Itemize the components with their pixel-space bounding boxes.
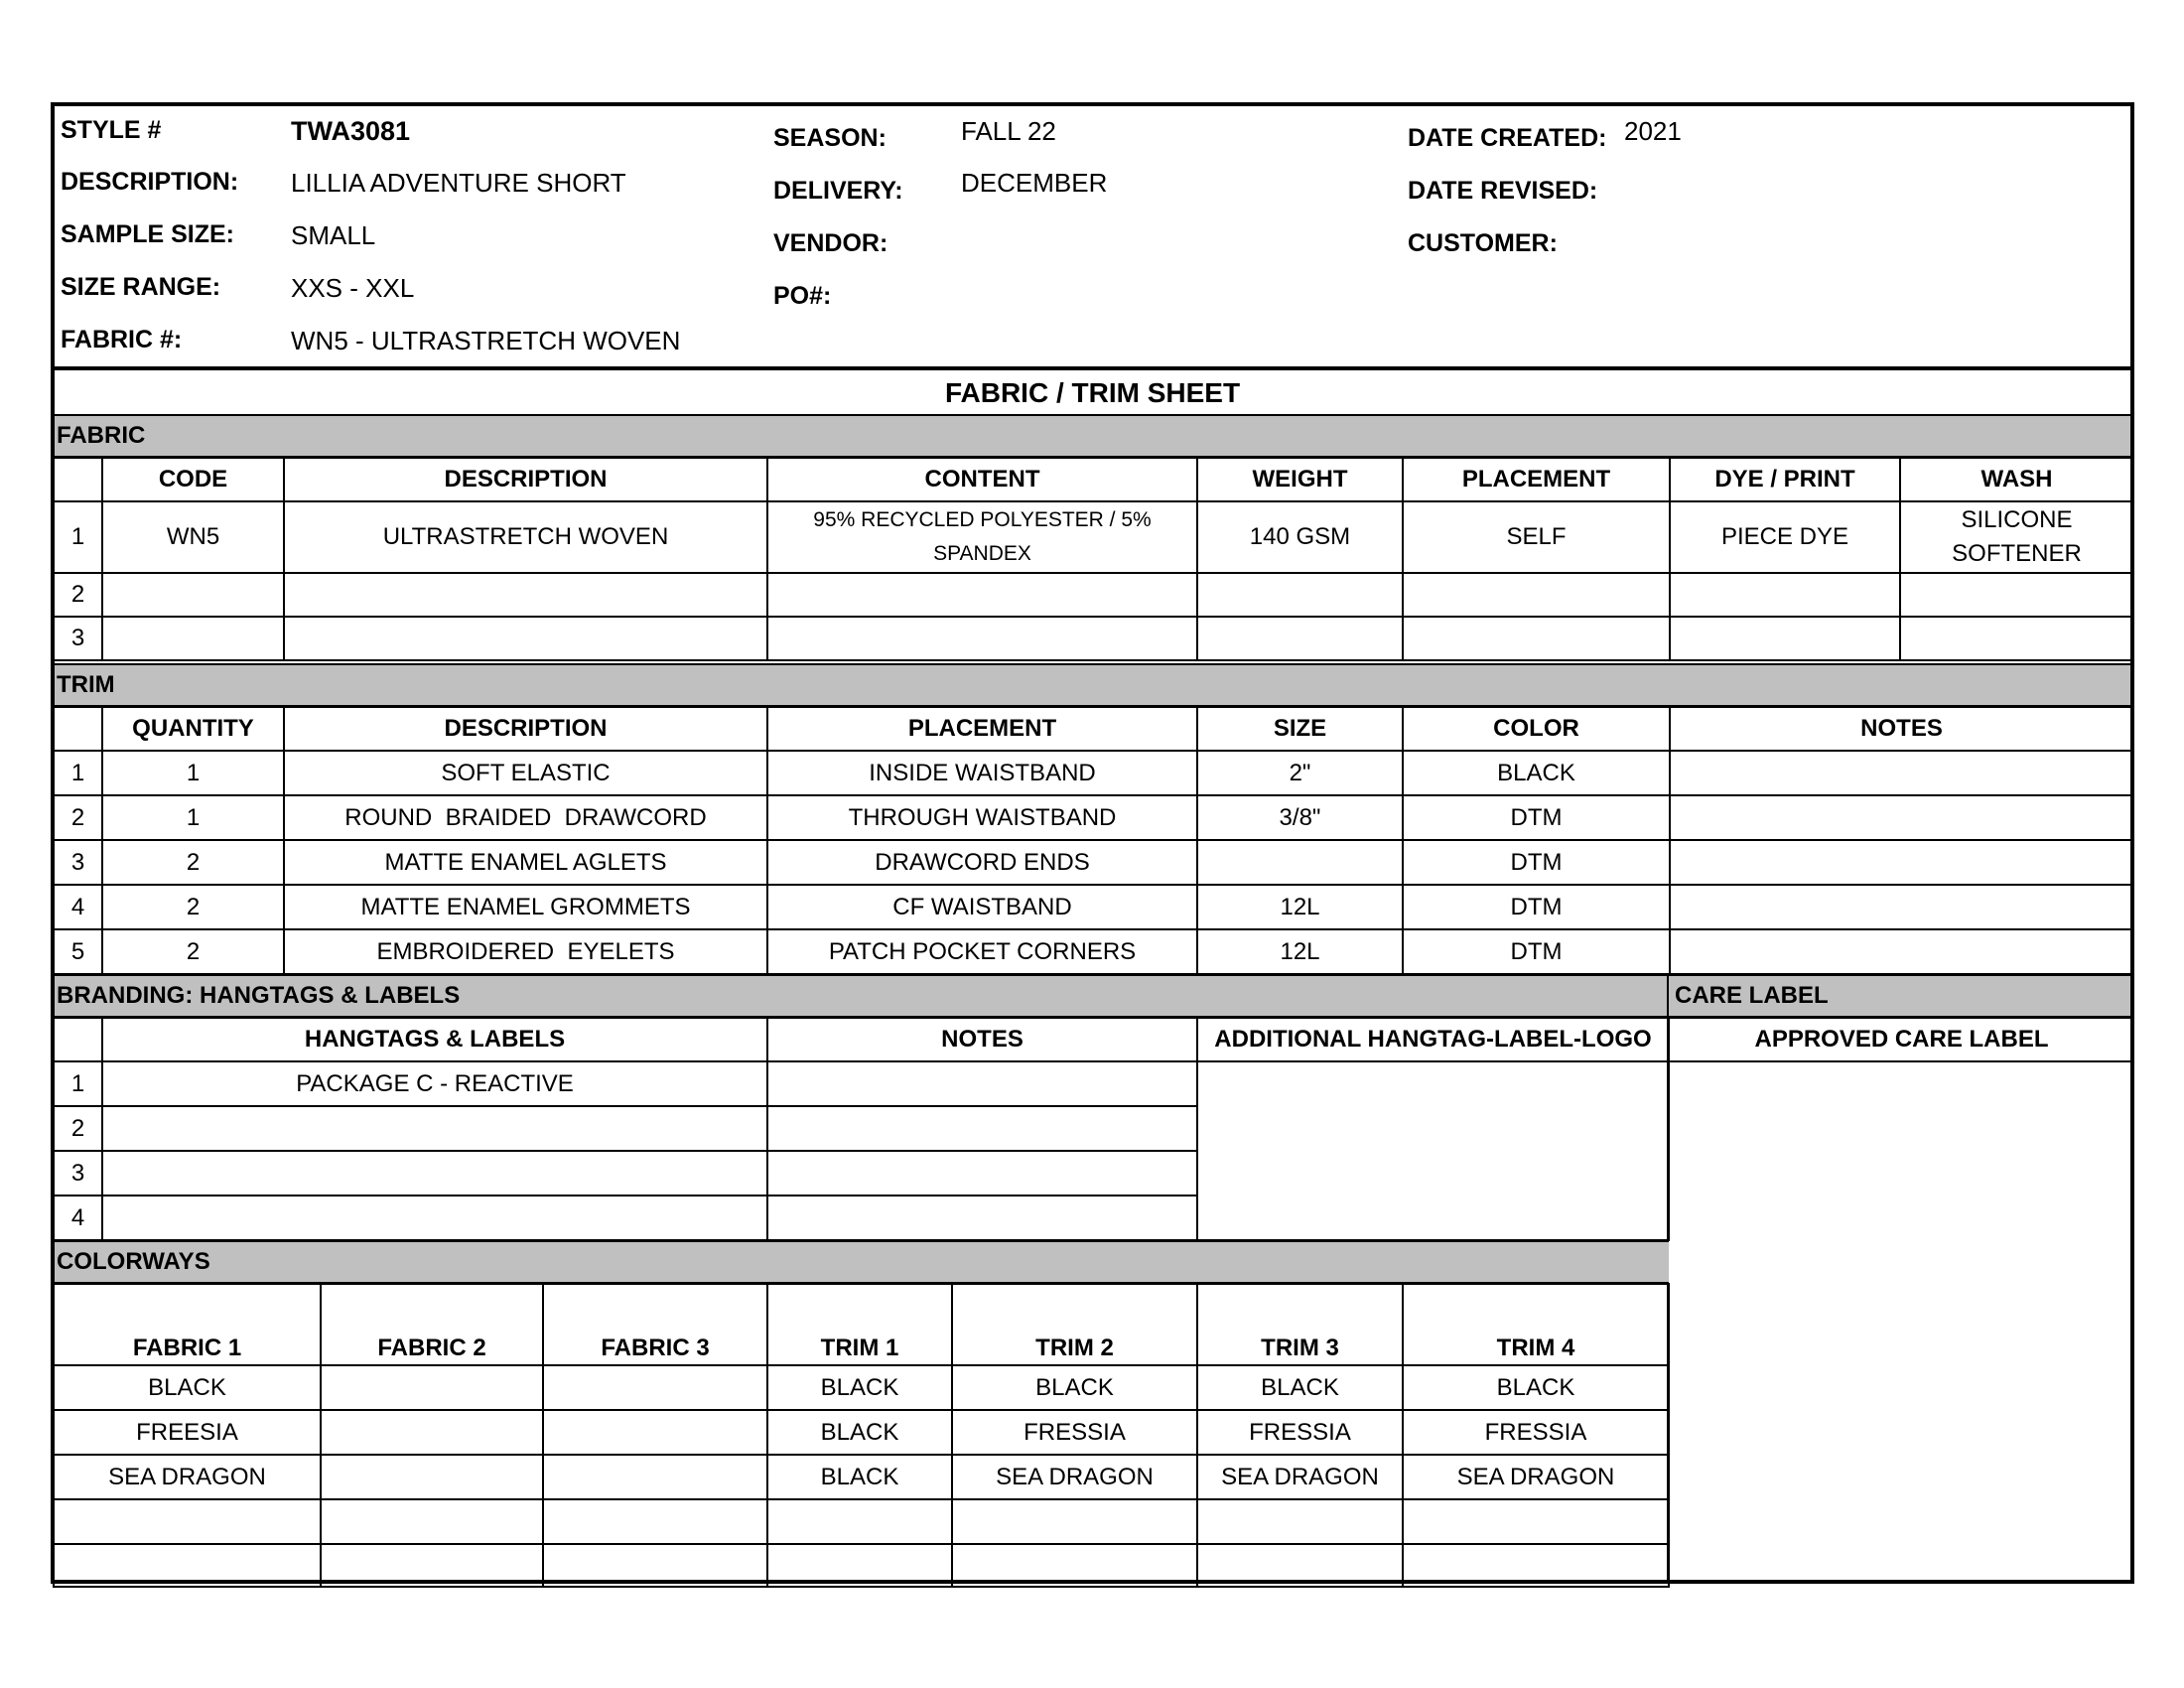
sample-size-value: SMALL (291, 220, 376, 250)
season-label: SEASON: (773, 124, 887, 152)
branding-col-notes: NOTES (767, 1018, 1197, 1061)
fabric-col-dye-print: DYE / PRINT (1670, 458, 1900, 501)
fabric-col-description: DESCRIPTION (284, 458, 767, 501)
trim-col-size: SIZE (1197, 707, 1403, 751)
trim-col-description: DESCRIPTION (284, 707, 767, 751)
colorway-cell: SEA DRAGON (1403, 1455, 1669, 1499)
colorway-cell: BLACK (767, 1365, 952, 1410)
row-number: 4 (54, 885, 102, 929)
row-number: 1 (54, 1061, 102, 1106)
fabric-col-placement: PLACEMENT (1403, 458, 1670, 501)
trim-qty: 1 (102, 751, 284, 795)
date-created-value: 2021 (1624, 116, 1682, 146)
approved-care-label-header: APPROVED CARE LABEL (1669, 1019, 2134, 1062)
season-value: FALL 22 (961, 116, 1056, 146)
fabric-dye: PIECE DYE (1670, 501, 1900, 573)
customer-label: CUSTOMER: (1408, 229, 1558, 257)
fabric-col-content: CONTENT (767, 458, 1197, 501)
style-label: STYLE # (61, 116, 162, 144)
branding-col-hangtags: HANGTAGS & LABELS (102, 1018, 767, 1061)
row-number: 5 (54, 929, 102, 974)
trim-description: ROUND BRAIDED DRAWCORD (284, 795, 767, 840)
trim-placement: DRAWCORD ENDS (767, 840, 1197, 885)
trim-description: MATTE ENAMEL GROMMETS (284, 885, 767, 929)
fabric-code: WN5 (102, 501, 284, 573)
row-number: 3 (54, 617, 102, 660)
colorway-cell: FRESSIA (952, 1410, 1197, 1455)
trim-qty: 1 (102, 795, 284, 840)
description-label: DESCRIPTION: (61, 168, 239, 196)
delivery-label: DELIVERY: (773, 177, 903, 205)
size-range-value: XXS - XXL (291, 273, 415, 303)
vendor-label: VENDOR: (773, 229, 888, 257)
trim-placement: CF WAISTBAND (767, 885, 1197, 929)
row-number: 3 (54, 840, 102, 885)
colorway-col-trim2: TRIM 2 (952, 1284, 1197, 1365)
sample-size-label: SAMPLE SIZE: (61, 220, 235, 248)
description-value: LILLIA ADVENTURE SHORT (291, 168, 626, 198)
row-number: 2 (54, 795, 102, 840)
colorway-cell: BLACK (767, 1410, 952, 1455)
colorway-cell: FRESSIA (1197, 1410, 1403, 1455)
colorway-col-fabric3: FABRIC 3 (543, 1284, 767, 1365)
sheet-title: FABRIC / TRIM SHEET (51, 366, 2134, 414)
colorways-section-header: COLORWAYS (51, 1240, 1669, 1284)
colorway-cell: SEA DRAGON (1197, 1455, 1403, 1499)
trim-placement: THROUGH WAISTBAND (767, 795, 1197, 840)
trim-size: 12L (1197, 929, 1403, 974)
trim-color: DTM (1403, 929, 1670, 974)
colorway-cell: FRESSIA (1403, 1410, 1669, 1455)
trim-col-placement: PLACEMENT (767, 707, 1197, 751)
fabric-content: 95% RECYCLED POLYESTER / 5% SPANDEX (767, 501, 1197, 573)
date-created-label: DATE CREATED: (1408, 124, 1607, 152)
fabric-wash: SILICONE SOFTENER (1900, 501, 2133, 573)
po-label: PO#: (773, 282, 832, 310)
row-number: 4 (54, 1196, 102, 1240)
colorway-cell: FREESIA (54, 1410, 321, 1455)
colorway-col-fabric2: FABRIC 2 (321, 1284, 543, 1365)
trim-size: 3/8" (1197, 795, 1403, 840)
branding-col-additional: ADDITIONAL HANGTAG-LABEL-LOGO (1197, 1018, 1669, 1061)
fabric-section-header: FABRIC (51, 414, 2134, 458)
fabric-number-value: WN5 - ULTRASTRETCH WOVEN (291, 326, 681, 355)
hangtag-value: PACKAGE C - REACTIVE (102, 1061, 767, 1106)
sheet-border (51, 102, 2134, 1584)
trim-qty: 2 (102, 885, 284, 929)
delivery-value: DECEMBER (961, 168, 1108, 198)
trim-placement: PATCH POCKET CORNERS (767, 929, 1197, 974)
fabric-description: ULTRASTRETCH WOVEN (284, 501, 767, 573)
trim-color: BLACK (1403, 751, 1670, 795)
trim-qty: 2 (102, 840, 284, 885)
trim-size: 2" (1197, 751, 1403, 795)
branding-section-header: BRANDING: HANGTAGS & LABELS (51, 974, 1667, 1018)
trim-size: 12L (1197, 885, 1403, 929)
trim-description: SOFT ELASTIC (284, 751, 767, 795)
row-number: 1 (54, 501, 102, 573)
trim-color: DTM (1403, 885, 1670, 929)
care-label-section-header: CARE LABEL (1667, 974, 2134, 1018)
trim-description: MATTE ENAMEL AGLETS (284, 840, 767, 885)
colorway-cell: BLACK (1197, 1365, 1403, 1410)
colorway-col-trim3: TRIM 3 (1197, 1284, 1403, 1365)
colorway-col-fabric1: FABRIC 1 (54, 1284, 321, 1365)
colorway-col-trim1: TRIM 1 (767, 1284, 952, 1365)
row-number: 2 (54, 573, 102, 617)
size-range-label: SIZE RANGE: (61, 273, 221, 301)
trim-col-notes: NOTES (1670, 707, 2133, 751)
trim-col-quantity: QUANTITY (102, 707, 284, 751)
trim-color: DTM (1403, 840, 1670, 885)
trim-qty: 2 (102, 929, 284, 974)
row-number: 3 (54, 1151, 102, 1196)
row-number: 2 (54, 1106, 102, 1151)
fabric-weight: 140 GSM (1197, 501, 1403, 573)
trim-col-color: COLOR (1403, 707, 1670, 751)
colorway-cell: SEA DRAGON (952, 1455, 1197, 1499)
trim-color: DTM (1403, 795, 1670, 840)
colorway-cell: SEA DRAGON (54, 1455, 321, 1499)
fabric-placement: SELF (1403, 501, 1670, 573)
date-revised-label: DATE REVISED: (1408, 177, 1598, 205)
fabric-number-label: FABRIC #: (61, 326, 183, 353)
trim-description: EMBROIDERED EYELETS (284, 929, 767, 974)
colorway-cell: BLACK (767, 1455, 952, 1499)
fabric-col-weight: WEIGHT (1197, 458, 1403, 501)
colorway-cell: BLACK (54, 1365, 321, 1410)
colorway-col-trim4: TRIM 4 (1403, 1284, 1669, 1365)
fabric-col-code: CODE (102, 458, 284, 501)
fabric-trim-sheet (51, 102, 2136, 1586)
row-number: 1 (54, 751, 102, 795)
fabric-col-wash: WASH (1900, 458, 2133, 501)
style-value: TWA3081 (291, 116, 411, 146)
colorway-cell: BLACK (1403, 1365, 1669, 1410)
colorway-cell: BLACK (952, 1365, 1197, 1410)
trim-section-header: TRIM (51, 663, 2134, 707)
trim-placement: INSIDE WAISTBAND (767, 751, 1197, 795)
